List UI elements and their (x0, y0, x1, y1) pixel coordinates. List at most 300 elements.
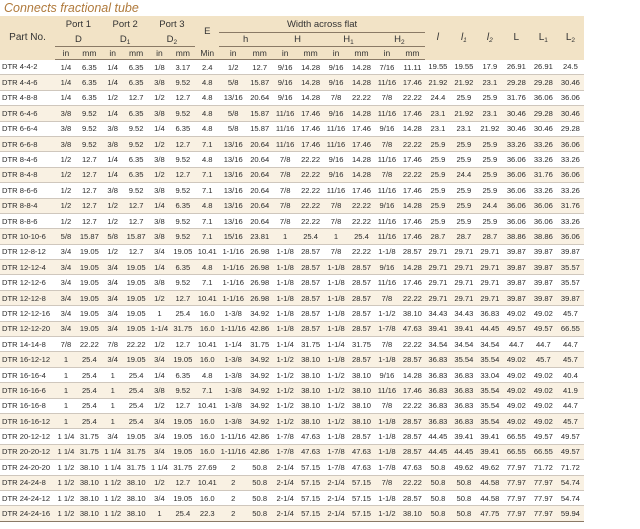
table-cell: 1 (323, 229, 349, 244)
table-cell: 4.8 (195, 152, 219, 167)
table-cell: 36.83 (451, 367, 477, 382)
header-e (195, 16, 219, 47)
table-cell: 59.94 (557, 506, 584, 521)
table-cell: 22.22 (400, 290, 425, 305)
table-cell: 38.10 (400, 506, 425, 521)
table-cell: 29.71 (477, 244, 503, 259)
table-cell: 50.8 (451, 475, 477, 490)
table-cell: 1-1/8 (323, 306, 349, 321)
table-cell: 16.0 (195, 444, 219, 459)
unit-mm: mm (400, 47, 425, 60)
table-cell: 13/16 (219, 183, 247, 198)
table-cell: 4.8 (195, 90, 219, 105)
table-cell: 39.87 (503, 290, 530, 305)
header-l2 (477, 16, 503, 60)
table-cell: 1/2 (55, 213, 77, 228)
part-number-cell: DTR 16-16-6 (0, 383, 55, 398)
table-cell: 4.8 (195, 198, 219, 213)
table-cell: 1 1/4 (55, 429, 77, 444)
table-cell: 1 1/2 (102, 506, 124, 521)
part-number-cell: DTR 16-16-8 (0, 398, 55, 413)
part-number-cell: DTR 8-8-4 (0, 198, 55, 213)
table-cell: 49.02 (530, 306, 557, 321)
table-cell: 1-1/8 (272, 260, 298, 275)
table-cell: 45.7 (557, 413, 584, 428)
table-cell: 38.10 (77, 490, 102, 505)
table-cell: 31.75 (170, 460, 195, 475)
header-L1-label: L (538, 32, 545, 44)
table-cell: 1/2 (149, 136, 171, 151)
table-cell: 45.7 (557, 352, 584, 367)
table-cell: 39.87 (503, 275, 530, 290)
table-cell: 4.8 (195, 367, 219, 382)
table-cell: 3/4 (55, 290, 77, 305)
header-port3-symbol-sub: 2 (173, 38, 178, 46)
table-cell: 28.57 (349, 275, 374, 290)
table-cell: 19.05 (124, 290, 149, 305)
unit-in: in (102, 47, 124, 60)
table-cell: 7.1 (195, 213, 219, 228)
table-cell: 19.05 (170, 244, 195, 259)
table-cell: 14.28 (400, 121, 425, 136)
table-cell: 1/4 (149, 121, 171, 136)
table-cell: 28.57 (298, 306, 323, 321)
table-cell: 38.10 (77, 460, 102, 475)
table-cell: 3/4 (102, 306, 124, 321)
table-cell: 25.9 (477, 183, 503, 198)
table-cell: 2 (219, 506, 247, 521)
table-cell: 3/8 (149, 383, 171, 398)
table-cell: 77.97 (503, 490, 530, 505)
part-number-cell: DTR 16-16-4 (0, 367, 55, 382)
table-cell: 1-7/8 (374, 321, 400, 336)
table-cell: 57.15 (349, 506, 374, 521)
table-cell: 50.8 (247, 490, 272, 505)
table-row (0, 229, 584, 244)
table-cell: 1/2 (55, 152, 77, 167)
table-cell: 20.64 (247, 213, 272, 228)
table-cell: 12.7 (77, 213, 102, 228)
table-cell: 1 (102, 398, 124, 413)
table-cell: 25.9 (425, 152, 451, 167)
table-cell: 1-3/8 (219, 352, 247, 367)
table-cell: 1-11/16 (219, 429, 247, 444)
table-cell: 25.9 (477, 152, 503, 167)
table-cell: 11/16 (323, 121, 349, 136)
table-cell: 12.7 (170, 90, 195, 105)
table-cell: 30.46 (503, 121, 530, 136)
table-cell: 38.10 (400, 306, 425, 321)
part-number-cell: DTR 20-12-12 (0, 429, 55, 444)
table-cell: 25.4 (349, 229, 374, 244)
table-cell: 47.63 (400, 460, 425, 475)
part-number-cell: DTR 12-12-8 (0, 290, 55, 305)
table-cell: 1-1/2 (272, 413, 298, 428)
table-cell: 34.92 (247, 306, 272, 321)
table-cell: 7.1 (195, 383, 219, 398)
table-cell: 1/4 (149, 367, 171, 382)
table-cell: 28.57 (349, 260, 374, 275)
table-cell: 50.8 (425, 506, 451, 521)
table-cell: 19.05 (170, 490, 195, 505)
table-cell: 4.8 (195, 260, 219, 275)
table-cell: 28.7 (425, 229, 451, 244)
table-cell: 12.7 (170, 167, 195, 182)
table-cell: 1/2 (219, 60, 247, 75)
part-number-cell: DTR 4-4-2 (0, 60, 55, 75)
table-cell: 22.22 (77, 337, 102, 352)
table-cell: 25.4 (124, 383, 149, 398)
table-cell: 35.54 (477, 398, 503, 413)
table-cell: 29.71 (425, 275, 451, 290)
part-number-cell: DTR 8-8-6 (0, 213, 55, 228)
table-cell: 44.45 (451, 444, 477, 459)
table-cell: 31.75 (298, 337, 323, 352)
table-cell: 9.52 (170, 213, 195, 228)
table-cell: 3/4 (102, 290, 124, 305)
table-cell: 28.57 (349, 306, 374, 321)
table-cell: 20.64 (247, 136, 272, 151)
table-cell: 47.63 (349, 444, 374, 459)
table-cell: 7/8 (272, 213, 298, 228)
table-cell: 17.46 (400, 383, 425, 398)
table-cell: 38.10 (124, 506, 149, 521)
table-cell: 1/2 (149, 290, 171, 305)
table-cell: 1 (55, 367, 77, 382)
table-cell: 38.10 (298, 413, 323, 428)
table-cell: 3/8 (149, 229, 171, 244)
table-cell: 28.57 (400, 444, 425, 459)
table-cell: 14.28 (349, 106, 374, 121)
table-cell: 23.81 (247, 229, 272, 244)
table-cell: 25.4 (124, 413, 149, 428)
table-cell: 1-1/8 (374, 244, 400, 259)
table-cell: 31.75 (77, 429, 102, 444)
table-cell: 31.75 (349, 337, 374, 352)
table-cell: 24.4 (451, 167, 477, 182)
table-cell: 24.4 (477, 198, 503, 213)
table-cell: 39.41 (477, 444, 503, 459)
table-cell: 9/16 (323, 75, 349, 90)
table-cell: 36.83 (425, 367, 451, 382)
header-l: l (425, 16, 451, 60)
table-cell: 1-1/4 (323, 337, 349, 352)
part-number-cell: DTR 24-24-12 (0, 490, 55, 505)
table-cell: 25.4 (298, 229, 323, 244)
table-cell: 19.05 (124, 306, 149, 321)
table-cell: 1/2 (149, 337, 171, 352)
unit-in: in (272, 47, 298, 60)
table-cell: 34.54 (477, 337, 503, 352)
table-cell: 49.62 (477, 460, 503, 475)
table-cell: 1-1/8 (272, 306, 298, 321)
table-cell: 3/4 (55, 321, 77, 336)
table-cell: 12.7 (124, 213, 149, 228)
table-cell: 17.46 (298, 106, 323, 121)
table-cell: 50.8 (247, 475, 272, 490)
table-cell: 9/16 (272, 60, 298, 75)
table-cell: 9.52 (77, 121, 102, 136)
table-cell: 11/16 (374, 152, 400, 167)
table-cell: 19.05 (170, 352, 195, 367)
table-cell: 2-1/4 (323, 475, 349, 490)
table-cell: 38.10 (349, 398, 374, 413)
table-cell: 35.54 (451, 352, 477, 367)
table-cell: 1/4 (149, 260, 171, 275)
table-cell: 38.10 (77, 475, 102, 490)
header-l1-sub: 1 (463, 37, 467, 45)
table-cell: 44.7 (503, 337, 530, 352)
table-cell: 25.4 (77, 383, 102, 398)
table-cell: 38.10 (77, 506, 102, 521)
table-cell: 28.57 (349, 429, 374, 444)
table-cell: 50.8 (247, 506, 272, 521)
part-number-cell: DTR 8-4-8 (0, 167, 55, 182)
unit-mm: mm (124, 47, 149, 60)
table-cell: 11/16 (374, 106, 400, 121)
table-row (0, 290, 584, 305)
table-cell: 47.63 (349, 460, 374, 475)
table-cell: 9.52 (170, 275, 195, 290)
table-cell: 11/16 (374, 183, 400, 198)
table-cell: 49.57 (557, 429, 584, 444)
table-cell: 9.52 (170, 152, 195, 167)
table-cell: 1-7/8 (323, 444, 349, 459)
table-cell: 38.10 (298, 383, 323, 398)
table-cell: 12.7 (77, 183, 102, 198)
table-cell: 3/8 (55, 121, 77, 136)
table-cell: 7.1 (195, 229, 219, 244)
table-cell: 17.46 (298, 121, 323, 136)
table-cell: 29.71 (477, 290, 503, 305)
table-cell: 19.05 (170, 444, 195, 459)
table-row (0, 429, 584, 444)
table-cell: 77.97 (530, 475, 557, 490)
table-cell: 19.55 (451, 60, 477, 75)
table-row (0, 275, 584, 290)
table-cell: 1 (149, 306, 171, 321)
table-cell: 1 1/2 (55, 460, 77, 475)
table-cell: 7/8 (272, 167, 298, 182)
table-cell: 22.22 (349, 90, 374, 105)
table-cell: 38.10 (298, 367, 323, 382)
table-cell: 3/4 (149, 429, 171, 444)
table-cell: 24.4 (425, 90, 451, 105)
table-cell: 29.71 (477, 260, 503, 275)
table-cell: 5/8 (219, 75, 247, 90)
table-cell: 22.22 (298, 183, 323, 198)
table-cell: 44.45 (425, 429, 451, 444)
table-cell: 28.57 (400, 429, 425, 444)
table-cell: 1-1/2 (272, 383, 298, 398)
table-cell: 22.22 (400, 475, 425, 490)
table-cell: 25.9 (425, 183, 451, 198)
table-cell: 25.4 (77, 413, 102, 428)
table-cell: 49.02 (503, 413, 530, 428)
table-cell: 1-11/16 (219, 321, 247, 336)
table-cell: 9/16 (323, 106, 349, 121)
table-cell: 1/2 (149, 398, 171, 413)
table-cell: 77.97 (503, 506, 530, 521)
unit-in: in (55, 47, 77, 60)
table-row (0, 398, 584, 413)
table-row (0, 413, 584, 428)
table-cell: 3/8 (149, 183, 171, 198)
table-cell: 14.28 (298, 75, 323, 90)
part-number-cell: DTR 16-16-12 (0, 413, 55, 428)
table-cell: 38.10 (298, 352, 323, 367)
table-cell: 7/8 (55, 337, 77, 352)
table-cell: 36.06 (530, 213, 557, 228)
table-cell: 9.52 (170, 75, 195, 90)
table-cell: 1 1/2 (55, 475, 77, 490)
table-cell: 6.35 (124, 106, 149, 121)
table-cell: 1-1/2 (323, 367, 349, 382)
table-cell: 9.52 (124, 121, 149, 136)
table-cell: 10.41 (195, 244, 219, 259)
table-cell: 9/16 (272, 90, 298, 105)
unit-in: in (323, 47, 349, 60)
header-L2-label: L (565, 32, 572, 44)
table-cell: 22.22 (349, 244, 374, 259)
table-cell: 19.05 (77, 244, 102, 259)
table-cell: 7/8 (323, 198, 349, 213)
table-cell: 29.71 (477, 275, 503, 290)
table-cell: 11/16 (323, 183, 349, 198)
table-cell: 4.8 (195, 106, 219, 121)
table-cell: 49.57 (557, 444, 584, 459)
table-cell: 19.05 (77, 275, 102, 290)
header-H1-sub: 1 (350, 39, 354, 46)
table-cell: 7/8 (374, 398, 400, 413)
table-cell: 20.64 (247, 152, 272, 167)
table-cell: 26.98 (247, 275, 272, 290)
table-cell: 6.35 (77, 75, 102, 90)
table-cell: 22.22 (124, 337, 149, 352)
table-cell: 19.05 (77, 321, 102, 336)
table-cell: 49.02 (503, 398, 530, 413)
table-cell: 3/4 (149, 352, 171, 367)
table-cell: 1-1/8 (323, 290, 349, 305)
table-cell: 25.4 (170, 506, 195, 521)
table-cell: 39.87 (557, 290, 584, 305)
table-cell: 3/8 (149, 152, 171, 167)
table-cell: 44.45 (477, 321, 503, 336)
table-cell: 36.06 (503, 213, 530, 228)
table-cell: 1-3/8 (219, 367, 247, 382)
table-cell: 17.46 (400, 213, 425, 228)
table-cell: 3/8 (55, 106, 77, 121)
table-cell: 1-1/2 (323, 383, 349, 398)
header-port2-symbol-sub: 1 (126, 38, 131, 46)
table-cell: 17.46 (400, 275, 425, 290)
table-cell: 19.05 (77, 260, 102, 275)
table-cell: 36.06 (557, 229, 584, 244)
table-cell: 3/4 (55, 244, 77, 259)
table-cell: 1 1/4 (149, 460, 171, 475)
table-cell: 44.7 (530, 337, 557, 352)
table-cell: 1-1/4 (149, 321, 171, 336)
table-cell: 9/16 (323, 60, 349, 75)
table-cell: 1-1/8 (323, 275, 349, 290)
table-cell: 29.71 (451, 290, 477, 305)
table-cell: 12.7 (124, 90, 149, 105)
table-cell: 15.87 (247, 75, 272, 90)
table-row (0, 460, 584, 475)
table-cell: 2-1/4 (323, 506, 349, 521)
table-cell: 36.06 (557, 167, 584, 182)
table-cell: 7/8 (102, 337, 124, 352)
table-cell: 25.4 (77, 367, 102, 382)
table-cell: 6.35 (170, 198, 195, 213)
table-cell: 23.1 (425, 106, 451, 121)
table-cell: 22.22 (298, 167, 323, 182)
table-cell: 39.41 (477, 429, 503, 444)
table-cell: 28.57 (349, 321, 374, 336)
table-cell: 1-1/4 (272, 337, 298, 352)
table-cell: 15.87 (124, 229, 149, 244)
table-cell: 7/8 (374, 290, 400, 305)
header-port1-symbol: D (55, 33, 102, 47)
table-cell: 1/2 (55, 198, 77, 213)
table-cell: 3/4 (55, 275, 77, 290)
table-cell: 29.71 (425, 244, 451, 259)
table-cell: 1/4 (55, 75, 77, 90)
table-cell: 12.7 (77, 152, 102, 167)
table-cell: 12.7 (77, 167, 102, 182)
table-cell: 7.1 (195, 167, 219, 182)
table-cell: 28.57 (298, 321, 323, 336)
header-e-label: E (204, 25, 211, 37)
table-cell: 34.92 (247, 367, 272, 382)
table-row (0, 337, 584, 352)
table-cell: 9.52 (77, 106, 102, 121)
table-cell: 1/4 (102, 152, 124, 167)
table-cell: 1-1/8 (374, 352, 400, 367)
table-cell: 3/4 (149, 444, 171, 459)
table-cell: 19.05 (124, 275, 149, 290)
part-number-cell: DTR 16-12-12 (0, 352, 55, 367)
table-cell: 6.35 (170, 121, 195, 136)
table-cell: 41.9 (557, 383, 584, 398)
table-cell: 28.57 (400, 352, 425, 367)
table-cell: 3/4 (102, 321, 124, 336)
table-cell: 28.7 (477, 229, 503, 244)
table-cell: 33.26 (557, 183, 584, 198)
table-cell: 1 (55, 352, 77, 367)
table-cell: 77.97 (530, 490, 557, 505)
table-cell: 22.22 (400, 167, 425, 182)
table-cell: 1 (55, 383, 77, 398)
table-cell: 33.26 (530, 136, 557, 151)
table-cell: 5/8 (102, 229, 124, 244)
header-port3-symbol-label: D (166, 33, 174, 45)
table-cell: 14.28 (400, 367, 425, 382)
table-cell: 31.75 (77, 444, 102, 459)
part-number-cell: DTR 8-6-6 (0, 183, 55, 198)
table-cell: 17.46 (349, 183, 374, 198)
table-cell: 33.26 (557, 152, 584, 167)
table-cell: 1-1/16 (219, 260, 247, 275)
table-row (0, 490, 584, 505)
header-port1: Port 1 (55, 16, 102, 33)
table-cell: 66.55 (530, 444, 557, 459)
table-cell: 2 (219, 490, 247, 505)
table-cell: 20.64 (247, 198, 272, 213)
table-cell: 3.17 (170, 60, 195, 75)
table-cell: 26.91 (530, 60, 557, 75)
table-cell: 6.35 (124, 167, 149, 182)
